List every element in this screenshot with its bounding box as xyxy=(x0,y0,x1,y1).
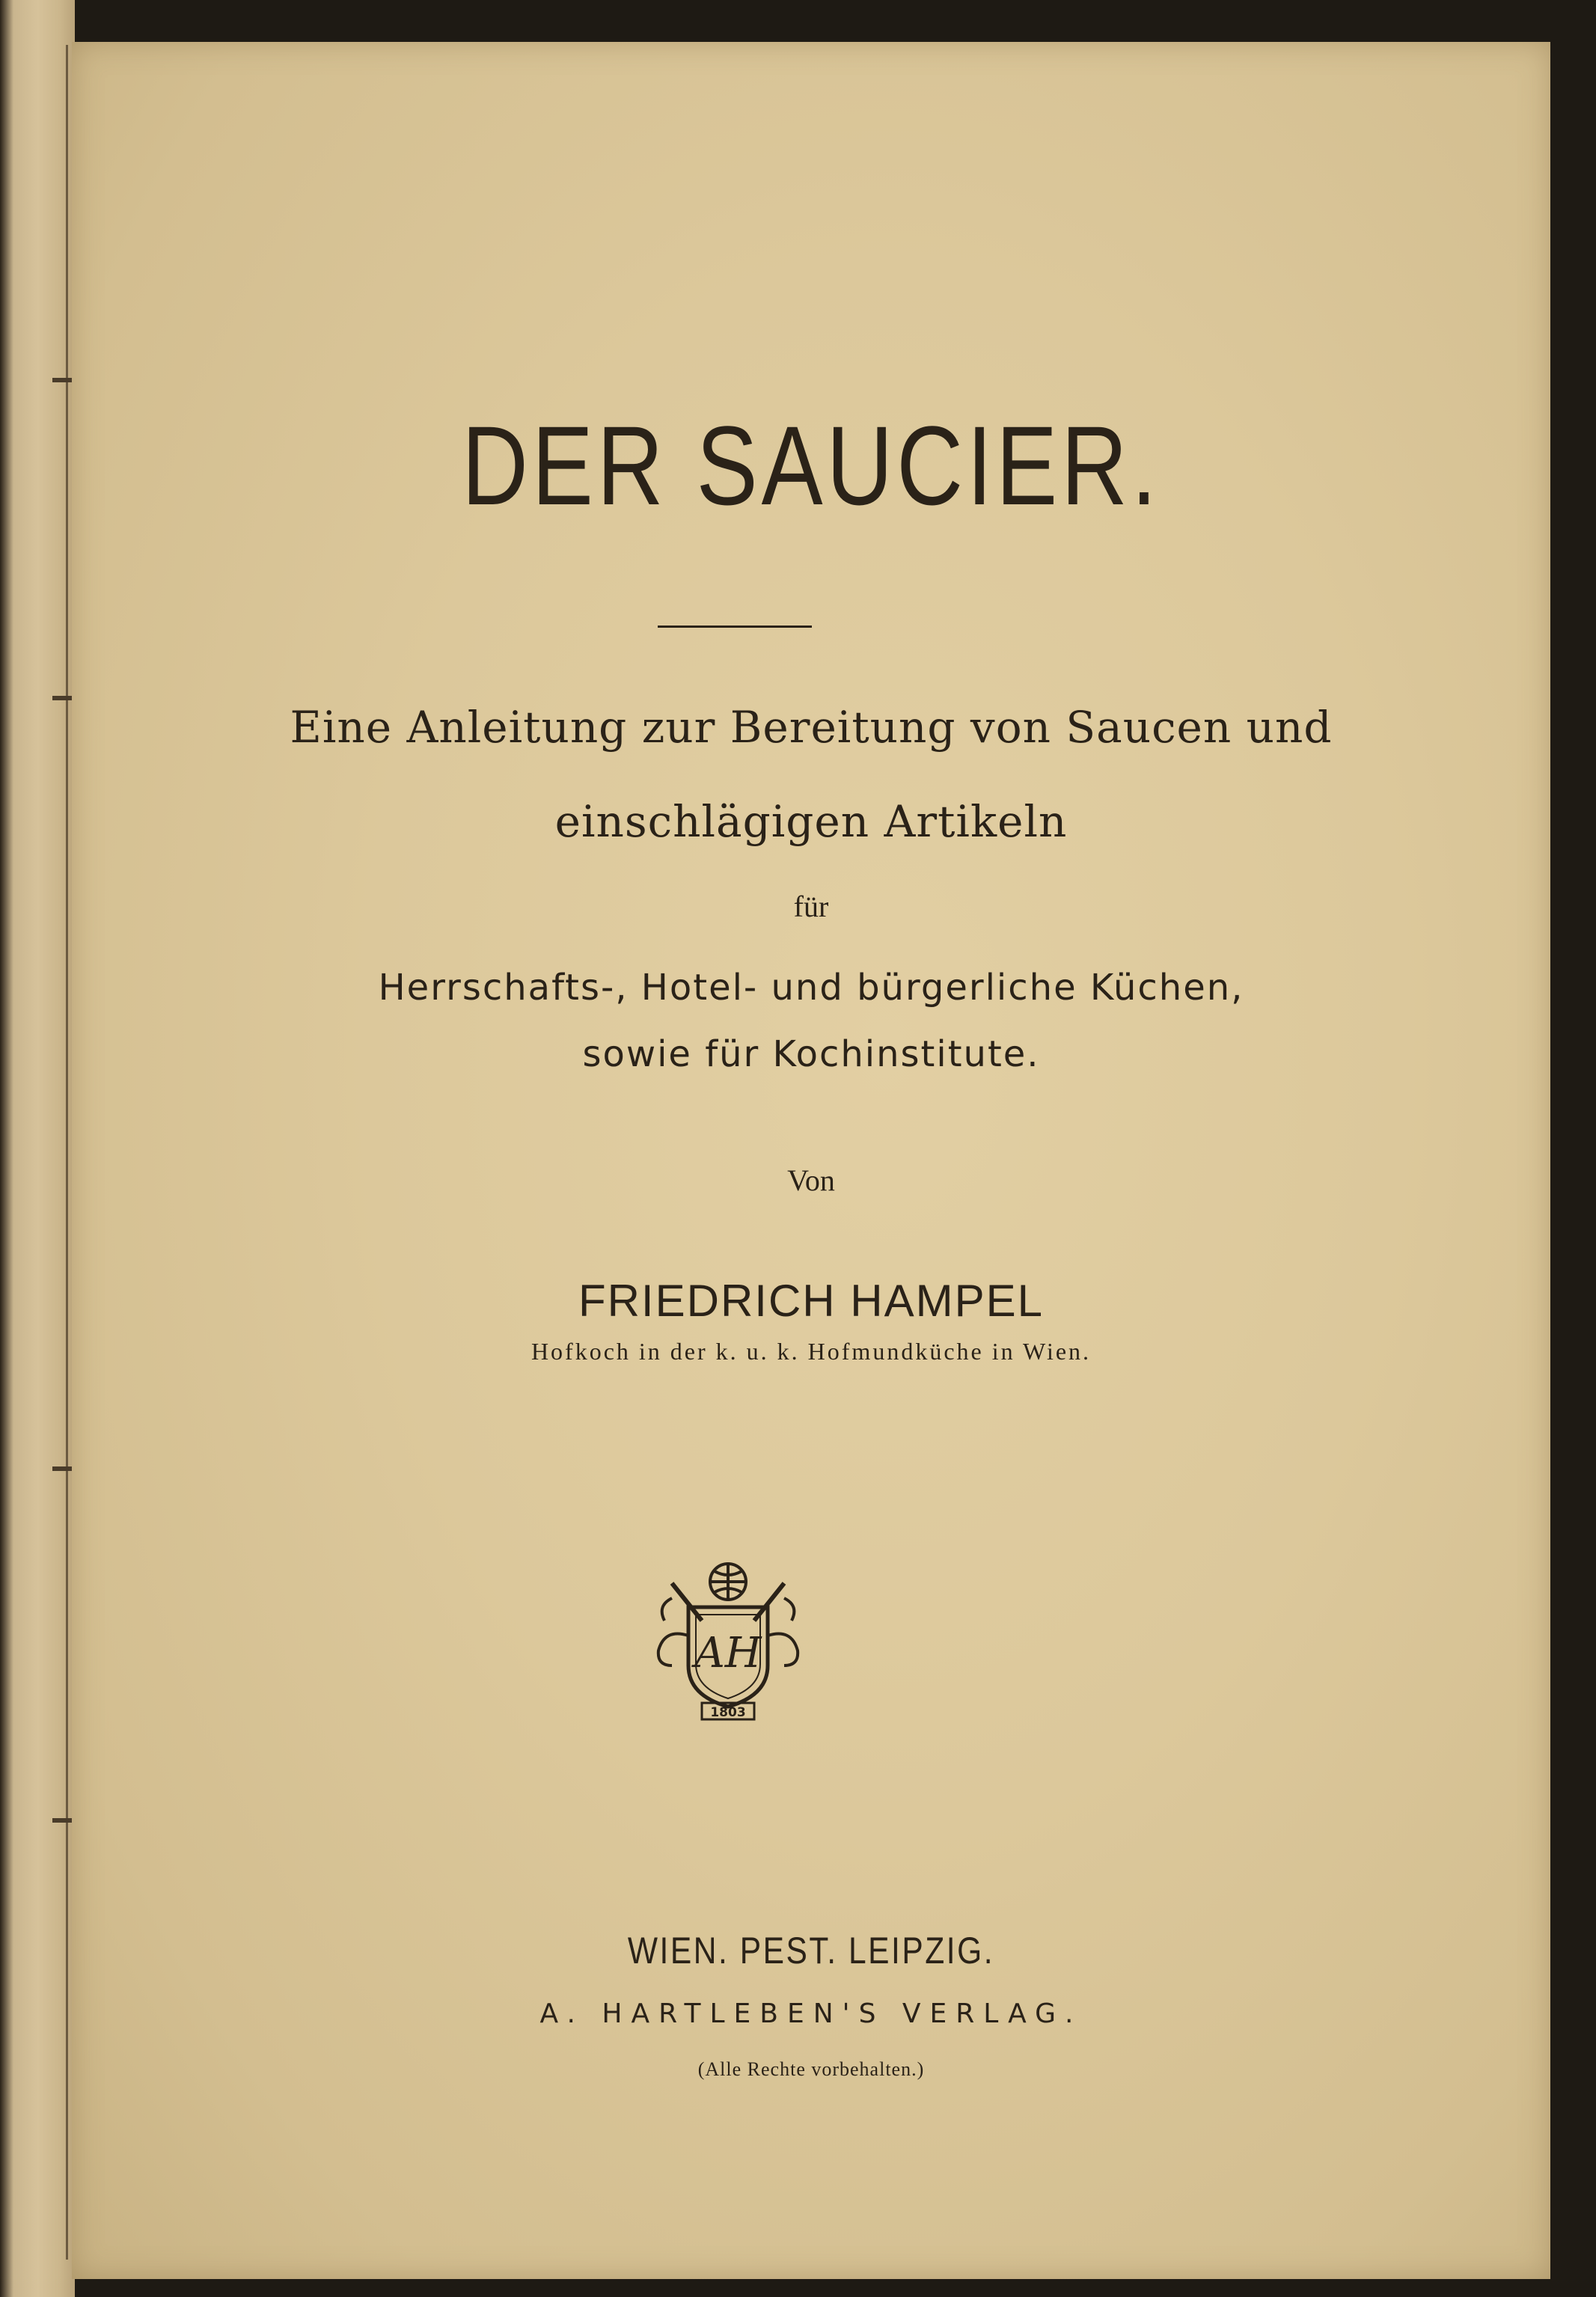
title-divider xyxy=(658,626,812,628)
subtitle-line-2: einschlägigen Artikeln xyxy=(554,796,1068,847)
publisher-name: A. HARTLEBEN'S VERLAG. xyxy=(539,1998,1083,2029)
author-name: FRIEDRICH HAMPEL xyxy=(578,1276,1045,1326)
von-text: Von xyxy=(787,1163,835,1197)
fuer-text: für xyxy=(793,890,829,923)
book-title: DER SAUCIER. xyxy=(462,403,1161,528)
subtitle-line-1: Eine Anleitung zur Bereitung von Saucen und xyxy=(290,702,1333,753)
publisher-monogram: AH xyxy=(694,1629,762,1677)
publication-places: WIEN. PEST. LEIPZIG. xyxy=(627,1930,995,1972)
book-spine xyxy=(0,0,75,2297)
audience-line-2: sowie für Kochinstitute. xyxy=(582,1033,1040,1075)
title-page-content xyxy=(72,42,1550,2279)
rights-notice: (Alle Rechte vorbehalten.) xyxy=(697,2058,925,2080)
spine-fold-line xyxy=(66,45,68,2260)
audience-line-1: Herrschafts-, Hotel- und bürgerliche Küchen, xyxy=(378,967,1244,1009)
author-role: Hofkoch in der k. u. k. Hofmundküche in Wien. xyxy=(531,1338,1092,1365)
publisher-mark-icon xyxy=(642,1553,814,1725)
publisher-mark-year: 1803 xyxy=(710,1705,746,1720)
title-page xyxy=(72,42,1550,2279)
